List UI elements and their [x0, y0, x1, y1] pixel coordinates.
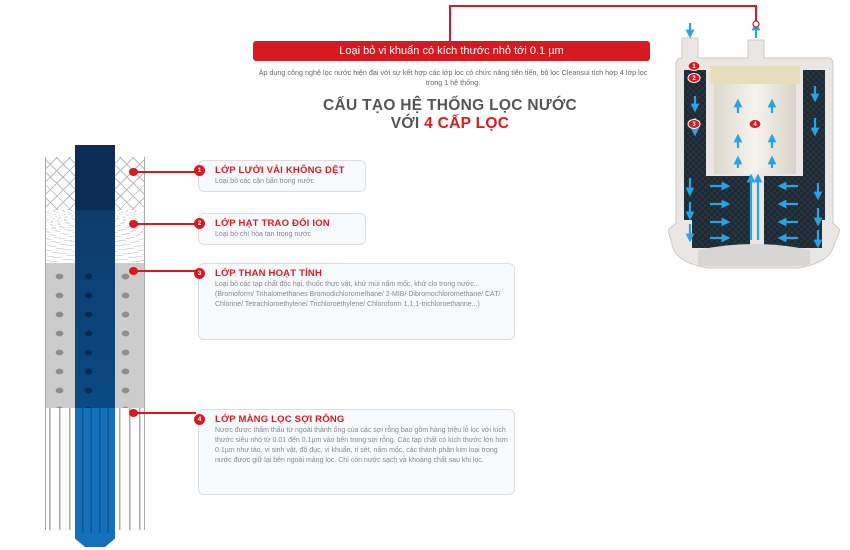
layer-description: Loại bỏ các tạp chất độc hại, thuốc thực vật, khử mùi nấm mốc, khử clo trong nước... (Bromoform/ Trihalomethanes Bromodichloromethane/ 2-MIB/ Dibromochloromethane/ CAT/ Chlorine/ Tetrachloroethylene/ Trichloroethylene/ Chloroform 1,1,1-trichloroethanne...)	[215, 281, 501, 308]
layer-description: Nước được thẩm thấu từ ngoài thành ống của các sợi rỗng bao gồm hàng triệu lỗ lọc với kích thước siêu nhỏ từ 0.01 đến 0.1µm vào bên trong sợi rỗng. Các tạp chất có kích thước lớn hơn 0.1µm như tảo, vi sinh vật, độ đục, vi khuẩn, rỉ sét, nấm mốc, các thành phần kim loại trong nước được giữ lại bên ngoài màng lọc. Chỉ còn nước sạch và khoáng chất sau khi lọc.	[215, 427, 508, 464]
layer-3-leader	[134, 270, 196, 272]
layer-number-badge: 2	[194, 218, 205, 229]
title-line-2: VỚI 4 CẤP LỌC	[390, 115, 510, 132]
layer-title: LỚP LƯỚI VẢI KHÔNG DỆT	[215, 165, 345, 176]
layer-description: Loại bỏ chì hòa tan trong nước	[215, 231, 312, 238]
core-top	[75, 145, 115, 210]
layer-card-3	[198, 263, 515, 340]
layer-title: LỚP THAN HOẠT TÍNH	[215, 268, 323, 279]
svg-text:2: 2	[692, 76, 696, 82]
title-line-1: CẤU TẠO HỆ THỐNG LỌC NƯỚC	[322, 97, 578, 114]
title-highlight: 4 CẤP LỌC	[424, 115, 510, 132]
svg-text:3: 3	[692, 122, 696, 128]
layer-number-badge: 4	[194, 414, 205, 425]
layer-4-leader	[134, 412, 196, 414]
page-title	[270, 97, 630, 133]
bacteria-removal-banner: Loại bỏ vi khuẩn có kích thước nhỏ tới 0.1 µm	[253, 41, 650, 61]
layer-number-badge: 1	[194, 165, 205, 176]
layer-2-leader	[134, 223, 196, 225]
layer-card-2	[198, 213, 366, 245]
layer-description: Loại bỏ các cặn bẩn trong nước	[215, 178, 315, 185]
intro-text: Áp dụng công nghệ lọc nước hiện đại với sự kết hợp các lớp lọc có chức năng tiên tiến, bộ lọc Cleansui tích hợp 4 lớp lọc trong 1 hệ thống.	[258, 68, 648, 87]
core-carbon-dots	[75, 263, 115, 408]
core-fibers	[75, 408, 115, 533]
core-tip	[75, 533, 115, 547]
layer-card-1	[198, 160, 366, 192]
filter-device-cutaway	[668, 18, 840, 283]
filter-cross-section	[45, 145, 145, 545]
banner-connector-horizontal	[449, 5, 756, 7]
banner-connector-vertical	[449, 5, 451, 41]
layer-1-leader	[134, 171, 196, 173]
svg-text:1: 1	[692, 64, 696, 70]
layer-number-badge: 3	[194, 268, 205, 279]
layer-card-4	[198, 409, 515, 495]
layer-title: LỚP MÀNG LỌC SỢI RỖNG	[215, 414, 345, 425]
layer-title: LỚP HẠT TRAO ĐỔI ION	[215, 218, 330, 229]
svg-text:4: 4	[753, 122, 757, 128]
